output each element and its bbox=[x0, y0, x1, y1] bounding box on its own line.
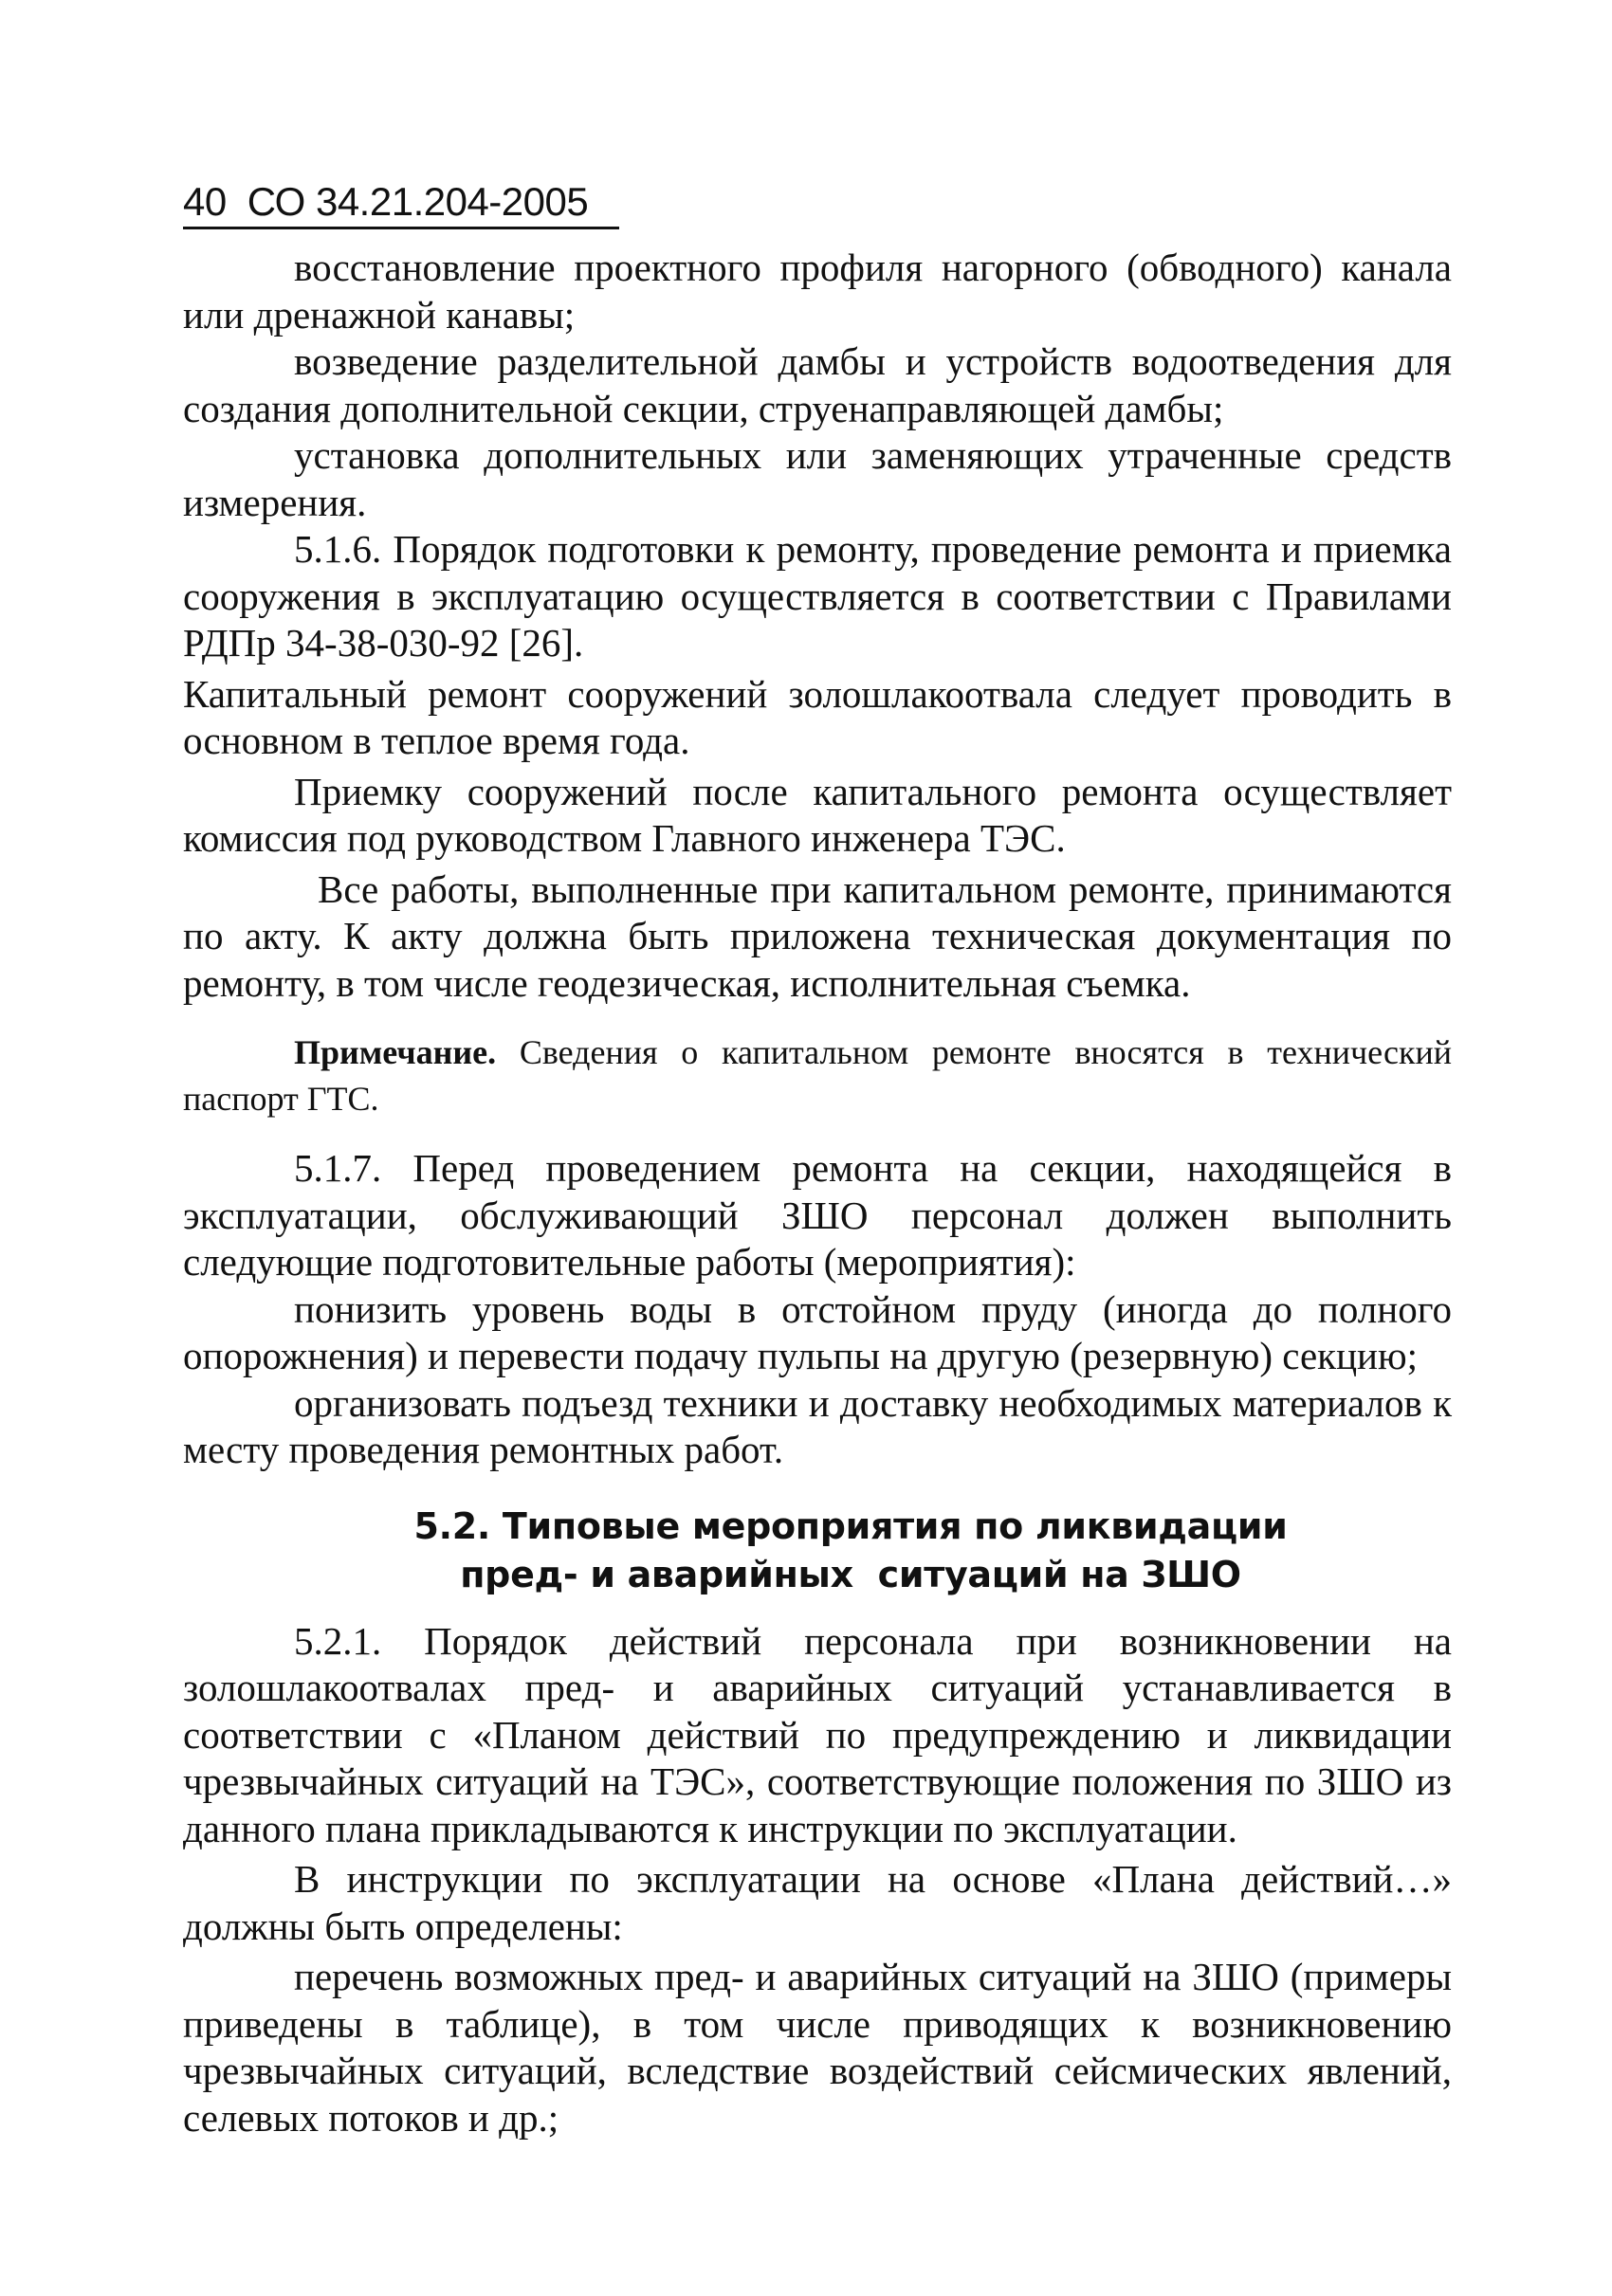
paragraph: организовать подъезд техники и доставку необходимых материалов к месту проведения ремонтных работ. bbox=[183, 1380, 1452, 1471]
document-body bbox=[183, 245, 1472, 2141]
section-heading-line: 5.2. Типовые мероприятия по ликвидации bbox=[413, 1504, 1288, 1547]
paragraph: восстановление проектного профиля нагорного (обводного) канала или дренажной канавы; bbox=[183, 246, 1452, 337]
paragraph: 5.1.6. Порядок подготовки к ремонту, проведение ремонта и приемка сооружения в эксплуатацию осуществляется в соответствии с Правилами РДПр 34-38-030-92 [26]. bbox=[183, 527, 1452, 665]
paragraph: перечень возможных пред- и аварийных ситуаций на ЗШО (примеры приведены в таблице), в том числе приводящих к возникновению чрезвычайных ситуаций, вследствие воздействий сейсмических явлений, селевых потоков и др.; bbox=[183, 1955, 1452, 2140]
page-header bbox=[183, 179, 619, 229]
note-text: Сведения о капитальном ремонте вносятся в технический паспорт ГТС. bbox=[183, 1033, 1452, 1118]
paragraph: возведение разделительной дамбы и устройств водоотведения для создания дополнительной секции, струенаправляющей дамбы; bbox=[183, 339, 1452, 430]
note bbox=[183, 1030, 1452, 1122]
note-label: Примечание. bbox=[294, 1033, 497, 1071]
paragraph: Капитальный ремонт сооружений золошлакоотвала следует проводить в основном в теплое время года. bbox=[183, 671, 1452, 762]
section-heading bbox=[183, 1503, 1452, 1599]
paragraph: 5.1.7. Перед проведением ремонта на секции, находящейся в эксплуатации, обслуживающий ЗШО персонал должен выполнить следующие подготовительные работы (мероприятия): bbox=[183, 1146, 1452, 1284]
paragraph: Приемку сооружений после капитального ремонта осуществляет комиссия под руководством Главного инженера ТЭС. bbox=[183, 769, 1452, 860]
section-heading-line: пред- и аварийных ситуаций на ЗШО bbox=[460, 1553, 1241, 1595]
paragraph: 5.2.1. Порядок действий персонала при возникновении на золошлакоотвалах пред- и аварийных ситуаций устанавливается в соответствии с «Планом действий по предупреждению и ликвидации чрезвычайных ситуаций на ТЭС», соответствующие положения по ЗШО из данного плана прикладываются к инструкции по эксплуатации. bbox=[183, 1618, 1472, 1850]
paragraph: установка дополнительных или заменяющих утраченные средств измерения. bbox=[183, 433, 1452, 524]
page-number: 40 bbox=[183, 179, 227, 224]
document-code: СО 34.21.204-2005 bbox=[247, 179, 589, 224]
paragraph: понизить уровень воды в отстойном пруду (иногда до полного опорожнения) и перевести подачу пульпы на другую (резервную) секцию; bbox=[183, 1286, 1452, 1377]
paragraph: В инструкции по эксплуатации на основе «Плана действий…» должны быть определены: bbox=[183, 1857, 1452, 1948]
paragraph: Все работы, выполненные при капитальном ремонте, принимаются по акту. К акту должна быть приложена техническая документация по ремонту, в том числе геодезическая, исполнительная съемка. bbox=[183, 866, 1452, 1005]
